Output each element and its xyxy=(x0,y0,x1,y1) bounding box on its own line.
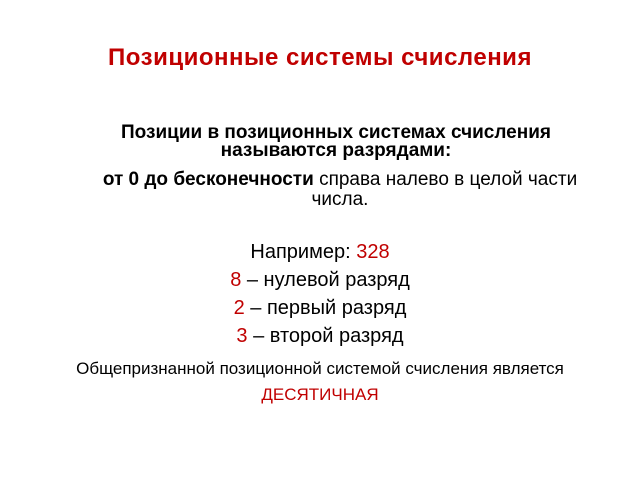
digit-value: 3 xyxy=(236,325,248,347)
digit-row xyxy=(0,266,640,294)
digit-description: – нулевой разряд xyxy=(241,269,410,291)
footer-accent: ДЕСЯТИЧНАЯ xyxy=(261,385,379,404)
lead-statement: Позиции в позиционных системах счисления называются разрядами: xyxy=(121,122,551,161)
digit-description: – второй разряд xyxy=(247,325,404,347)
slide-title: Позиционные системы счисления xyxy=(108,44,532,71)
digit-value: 8 xyxy=(230,269,242,291)
example-label: Например: xyxy=(250,241,357,263)
range-bold: от 0 до бесконечности xyxy=(102,169,314,190)
digit-value: 2 xyxy=(233,297,245,319)
range-statement xyxy=(80,170,600,210)
digit-row xyxy=(0,294,640,322)
footer-text: Общепризнанной позиционной системой счисления является xyxy=(76,359,564,378)
example-number: 328 xyxy=(356,241,390,263)
range-rest: справа налево в целой части числа. xyxy=(311,169,578,210)
example-line xyxy=(0,238,640,266)
footer-statement xyxy=(0,356,640,408)
digit-row xyxy=(0,322,640,350)
digit-description: – первый разряд xyxy=(244,297,407,319)
example-block xyxy=(0,238,640,350)
